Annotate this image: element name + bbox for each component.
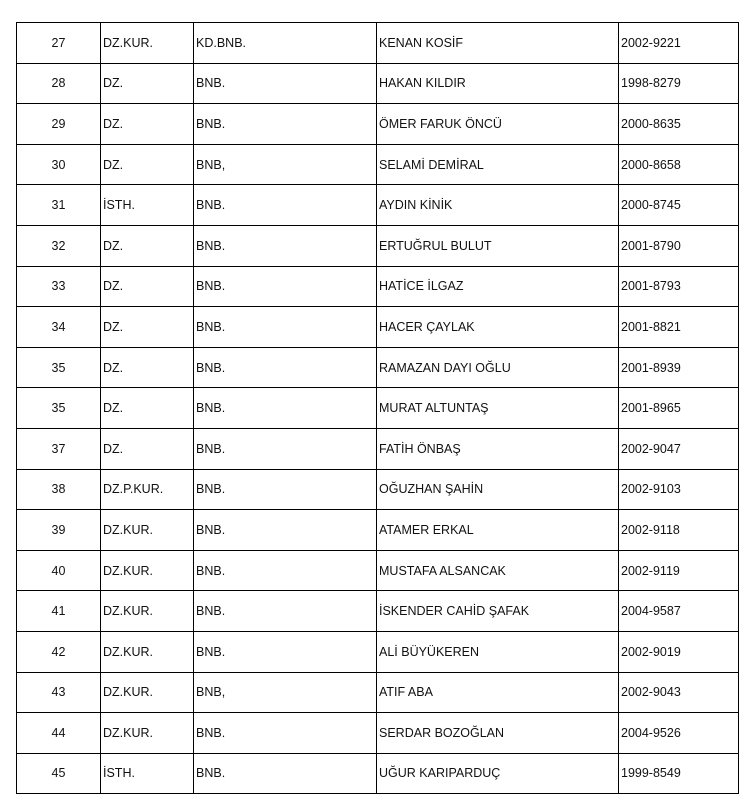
row-number: 34 (17, 307, 101, 348)
name-cell: OĞUZHAN ŞAHİN (377, 469, 619, 510)
row-number: 42 (17, 631, 101, 672)
rank-cell: KD.BNB. (194, 23, 377, 64)
table-row (17, 672, 739, 713)
personnel-table-body (17, 23, 739, 794)
id-cell: 2001-8793 (619, 266, 739, 307)
branch-cell: DZ.KUR. (101, 510, 194, 551)
rank-cell: BNB. (194, 185, 377, 226)
rank-cell: BNB. (194, 713, 377, 754)
name-cell: SELAMİ DEMİRAL (377, 144, 619, 185)
branch-cell: DZ.KUR. (101, 550, 194, 591)
table-row (17, 428, 739, 469)
rank-cell: BNB. (194, 225, 377, 266)
table-row (17, 266, 739, 307)
id-cell: 1998-8279 (619, 63, 739, 104)
id-cell: 2000-8635 (619, 104, 739, 145)
id-cell: 2002-9221 (619, 23, 739, 64)
table-row (17, 63, 739, 104)
name-cell: HACER ÇAYLAK (377, 307, 619, 348)
rank-cell: BNB. (194, 510, 377, 551)
rank-cell: BNB. (194, 550, 377, 591)
table-row (17, 144, 739, 185)
branch-cell: DZ. (101, 428, 194, 469)
id-cell: 2002-9119 (619, 550, 739, 591)
rank-cell: BNB. (194, 104, 377, 145)
table-row (17, 307, 739, 348)
branch-cell: DZ. (101, 144, 194, 185)
id-cell: 1999-8549 (619, 753, 739, 794)
branch-cell: İSTH. (101, 185, 194, 226)
rank-cell: BNB. (194, 428, 377, 469)
name-cell: AYDIN KİNİK (377, 185, 619, 226)
branch-cell: İSTH. (101, 753, 194, 794)
rank-cell: BNB. (194, 63, 377, 104)
branch-cell: DZ.KUR. (101, 713, 194, 754)
name-cell: İSKENDER CAHİD ŞAFAK (377, 591, 619, 632)
branch-cell: DZ.P.KUR. (101, 469, 194, 510)
row-number: 41 (17, 591, 101, 632)
rank-cell: BNB. (194, 307, 377, 348)
row-number: 33 (17, 266, 101, 307)
rank-cell: BNB. (194, 631, 377, 672)
id-cell: 2002-9103 (619, 469, 739, 510)
rank-cell: BNB. (194, 266, 377, 307)
row-number: 32 (17, 225, 101, 266)
id-cell: 2002-9047 (619, 428, 739, 469)
name-cell: MUSTAFA ALSANCAK (377, 550, 619, 591)
id-cell: 2002-9019 (619, 631, 739, 672)
id-cell: 2001-8939 (619, 347, 739, 388)
name-cell: HATİCE İLGAZ (377, 266, 619, 307)
table-row (17, 753, 739, 794)
rank-cell: BNB. (194, 591, 377, 632)
branch-cell: DZ. (101, 307, 194, 348)
name-cell: UĞUR KARIPARDUÇ (377, 753, 619, 794)
name-cell: ATIF ABA (377, 672, 619, 713)
name-cell: SERDAR BOZOĞLAN (377, 713, 619, 754)
table-row (17, 713, 739, 754)
personnel-table (16, 22, 739, 794)
id-cell: 2001-8821 (619, 307, 739, 348)
id-cell: 2001-8790 (619, 225, 739, 266)
row-number: 35 (17, 388, 101, 429)
row-number: 27 (17, 23, 101, 64)
branch-cell: DZ. (101, 104, 194, 145)
branch-cell: DZ. (101, 266, 194, 307)
name-cell: ATAMER ERKAL (377, 510, 619, 551)
branch-cell: DZ. (101, 347, 194, 388)
row-number: 44 (17, 713, 101, 754)
row-number: 31 (17, 185, 101, 226)
row-number: 29 (17, 104, 101, 145)
branch-cell: DZ.KUR. (101, 23, 194, 64)
table-row (17, 23, 739, 64)
row-number: 45 (17, 753, 101, 794)
name-cell: KENAN KOSİF (377, 23, 619, 64)
name-cell: RAMAZAN DAYI OĞLU (377, 347, 619, 388)
id-cell: 2004-9526 (619, 713, 739, 754)
rank-cell: BNB. (194, 753, 377, 794)
row-number: 40 (17, 550, 101, 591)
row-number: 37 (17, 428, 101, 469)
name-cell: FATİH ÖNBAŞ (377, 428, 619, 469)
branch-cell: DZ. (101, 225, 194, 266)
row-number: 38 (17, 469, 101, 510)
branch-cell: DZ.KUR. (101, 631, 194, 672)
branch-cell: DZ.KUR. (101, 672, 194, 713)
table-row (17, 104, 739, 145)
id-cell: 2000-8658 (619, 144, 739, 185)
name-cell: MURAT ALTUNTAŞ (377, 388, 619, 429)
row-number: 43 (17, 672, 101, 713)
name-cell: ALİ BÜYÜKEREN (377, 631, 619, 672)
branch-cell: DZ. (101, 63, 194, 104)
table-row (17, 510, 739, 551)
table-row (17, 591, 739, 632)
name-cell: ÖMER FARUK ÖNCÜ (377, 104, 619, 145)
id-cell: 2002-9118 (619, 510, 739, 551)
table-row (17, 388, 739, 429)
branch-cell: DZ. (101, 388, 194, 429)
row-number: 39 (17, 510, 101, 551)
row-number: 28 (17, 63, 101, 104)
rank-cell: BNB, (194, 144, 377, 185)
rank-cell: BNB. (194, 469, 377, 510)
name-cell: ERTUĞRUL BULUT (377, 225, 619, 266)
rank-cell: BNB. (194, 388, 377, 429)
id-cell: 2004-9587 (619, 591, 739, 632)
table-row (17, 347, 739, 388)
id-cell: 2002-9043 (619, 672, 739, 713)
row-number: 35 (17, 347, 101, 388)
id-cell: 2001-8965 (619, 388, 739, 429)
table-row (17, 631, 739, 672)
rank-cell: BNB. (194, 347, 377, 388)
table-row (17, 225, 739, 266)
table-row (17, 469, 739, 510)
table-row (17, 550, 739, 591)
name-cell: HAKAN KILDIR (377, 63, 619, 104)
table-row (17, 185, 739, 226)
branch-cell: DZ.KUR. (101, 591, 194, 632)
id-cell: 2000-8745 (619, 185, 739, 226)
row-number: 30 (17, 144, 101, 185)
rank-cell: BNB, (194, 672, 377, 713)
